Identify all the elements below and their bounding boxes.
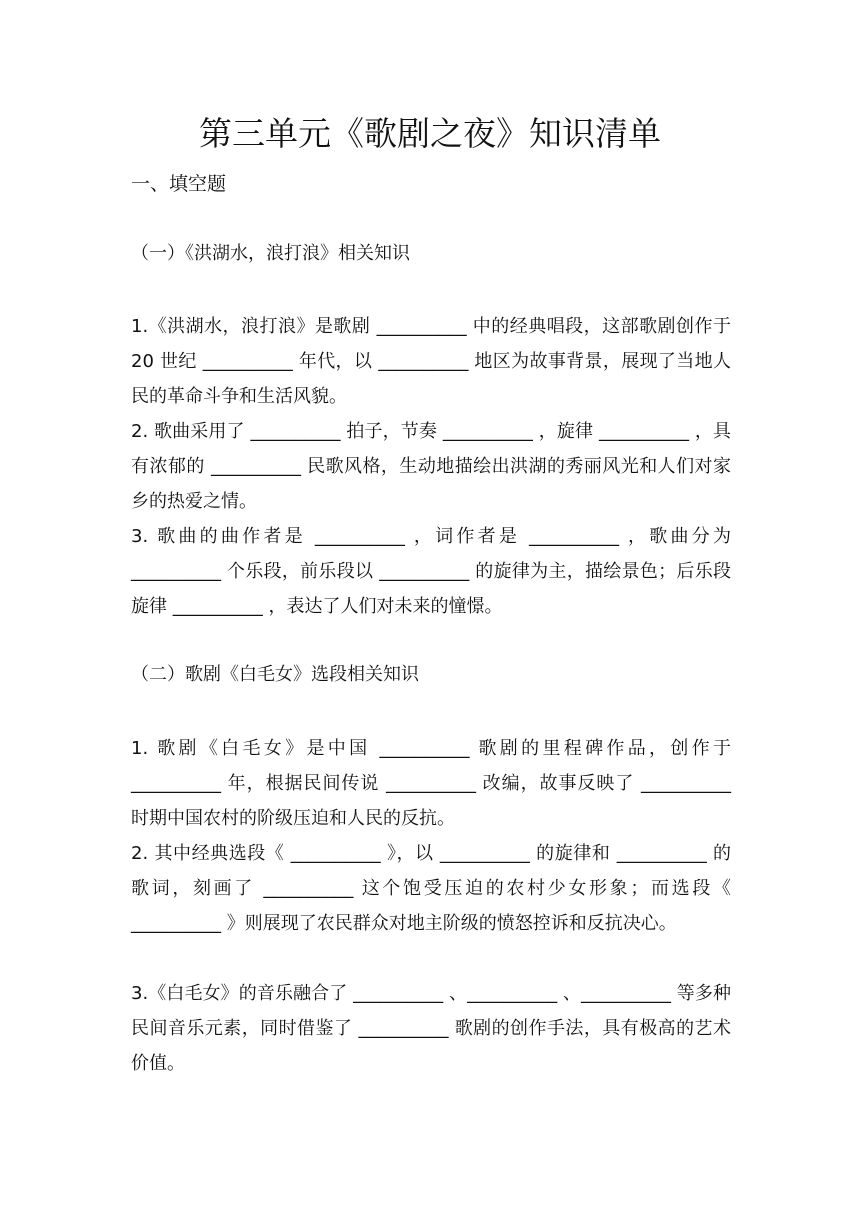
part1-question-2	[131, 414, 731, 519]
part1-question-1-text: 1.《洪湖水，浪打浪》是歌剧 __________ 中的经典唱段，这部歌剧创作于 20 世纪 __________ 年代，以 __________ 地区为故事背景，展现了当地人民的革命斗争和生活风貌。	[131, 316, 731, 407]
part2-heading: （二）歌剧《白毛女》选段相关知识	[131, 664, 419, 685]
section-heading-fill-in-blanks: 一、填空题	[131, 173, 227, 195]
part2-question-3-text: 3.《白毛女》的音乐融合了 __________ 、__________ 、__________ 等多种民间音乐元素，同时借鉴了 __________ 歌剧的创作手法，具有极高的艺术价值。	[131, 983, 731, 1074]
part1-question-1	[131, 309, 731, 414]
part1-question-3	[131, 519, 731, 624]
part1-question-3-text: 3. 歌曲的曲作者是 __________ ，词作者是 __________ ，歌曲分为 __________ 个乐段，前乐段以 __________ 的旋律为主，描绘景色；后乐段旋律 __________ ，表达了人们对未来的憧憬。	[131, 526, 731, 617]
part2-question-3	[131, 976, 731, 1081]
document-title: 第三单元《歌剧之夜》知识清单	[199, 114, 661, 153]
part2-question-1	[131, 731, 731, 836]
part2-question-1-text: 1. 歌剧《白毛女》是中国 __________ 歌剧的里程碑作品，创作于 __________ 年，根据民间传说 __________ 改编，故事反映了 __________ 时期中国农村的阶级压迫和人民的反抗。	[131, 738, 731, 829]
part2-question-2-text: 2. 其中经典选段《 __________ 》，以 __________ 的旋律和 __________ 的歌词，刻画了 __________ 这个饱受压迫的农村少女形象；而选段《 __________ 》则展现了农民群众对地主阶级的愤怒控诉和反抗决心。	[131, 843, 731, 934]
part1-question-2-text: 2. 歌曲采用了 __________ 拍子，节奏 __________ ，旋律 __________ ，具有浓郁的 __________ 民歌风格，生动地描绘出洪湖的秀丽风光和人们对家乡的热爱之情。	[131, 421, 731, 512]
part2-question-2	[131, 836, 731, 941]
part1-heading: （一）《洪湖水，浪打浪》相关知识	[131, 243, 410, 264]
